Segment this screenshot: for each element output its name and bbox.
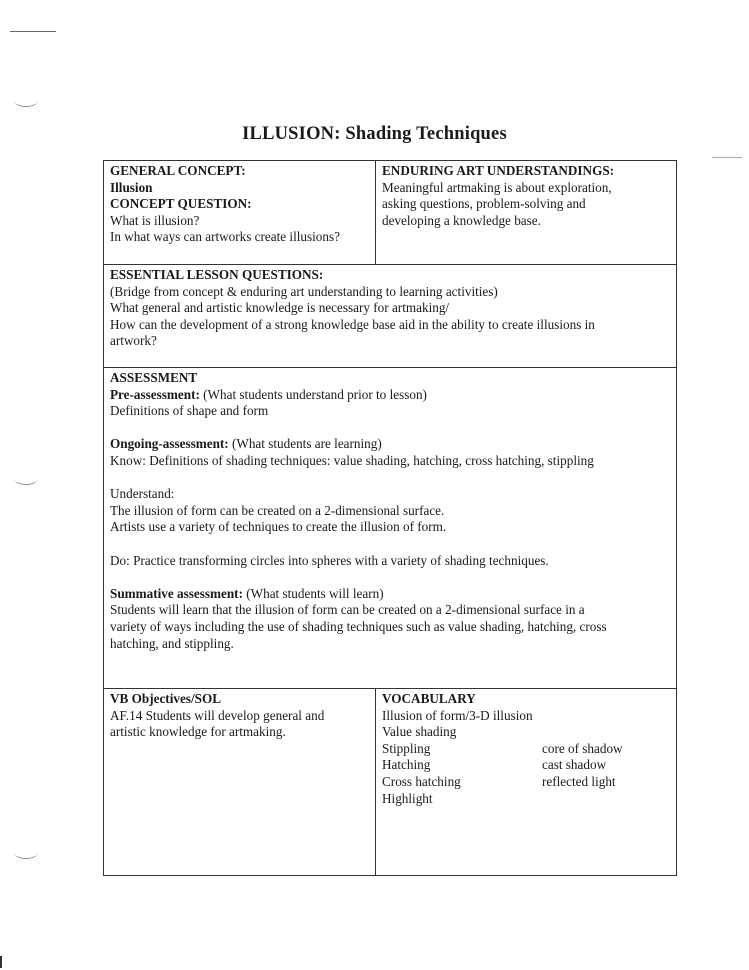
assessment-heading: ASSESSMENT [110, 370, 198, 385]
page-title: ILLUSION: Shading Techniques [242, 124, 507, 144]
enduring-line: Meaningful artmaking is about exploration, [382, 179, 612, 195]
ongoing-assessment-label: Ongoing-assessment: [110, 436, 229, 452]
concept-question: What is illusion? [110, 212, 200, 228]
essential-line: (Bridge from concept & enduring art understanding to learning activities) [110, 283, 498, 299]
understand-line: Artists use a variety of techniques to create the illusion of form. [110, 519, 447, 535]
binder-hole-mark [14, 472, 38, 485]
concept-name: Illusion [110, 179, 153, 195]
essential-questions-cell [104, 265, 677, 368]
scan-edge-mark [0, 956, 2, 968]
vocab-term: Illusion of form/3-D illusion [382, 707, 533, 723]
enduring-heading: ENDURING ART UNDERSTANDINGS: [382, 163, 615, 178]
vocabulary-heading: VOCABULARY [382, 691, 476, 706]
concept-question-heading: CONCEPT QUESTION: [110, 196, 252, 212]
concept-question: In what ways can artworks create illusions? [110, 229, 340, 245]
general-concept-cell [104, 161, 376, 265]
essential-row [104, 265, 677, 368]
essential-heading: ESSENTIAL LESSON QUESTIONS: [110, 267, 324, 282]
objectives-vocab-row [104, 689, 677, 876]
summative-assessment-line [110, 586, 671, 603]
pre-assessment-line [110, 387, 671, 404]
pre-assessment-note: (What students understand prior to lesson) [199, 386, 427, 402]
summative-line: hatching, and stippling. [110, 635, 234, 651]
spacer [110, 420, 671, 437]
binder-hole-mark [14, 94, 38, 107]
vocabulary-cell [376, 689, 677, 876]
enduring-line: developing a knowledge base. [382, 212, 541, 228]
vocab-term: cast shadow [542, 757, 607, 773]
spacer [542, 724, 623, 741]
scan-dash-mark [712, 157, 742, 158]
lesson-plan-table [103, 160, 677, 876]
vocab-column [542, 724, 623, 807]
know-text: Know: Definitions of shading techniques: value shading, hatching, cross hatching, stippling [110, 452, 594, 468]
pre-assessment-text: Definitions of shape and form [110, 403, 269, 419]
vocab-term: reflected light [542, 773, 616, 789]
scan-line-mark [10, 31, 56, 32]
enduring-line: asking questions, problem-solving and [382, 196, 586, 212]
objective-line: AF.14 Students will develop general and [110, 707, 325, 723]
vocab-term: Value shading [382, 724, 457, 740]
summative-line: Students will learn that the illusion of form can be created on a 2-dimensional surface in a [110, 602, 585, 618]
summative-line: variety of ways including the use of shading techniques such as value shading, hatching, cross [110, 618, 607, 634]
spacer [110, 569, 671, 586]
do-text: Do: Practice transforming circles into spheres with a variety of shading techniques. [110, 552, 549, 568]
vocab-term: Highlight [382, 790, 433, 806]
pre-assessment-label: Pre-assessment: [110, 386, 200, 402]
summative-assessment-label: Summative assessment: [110, 585, 243, 601]
understand-heading: Understand: [110, 486, 175, 502]
vocab-term: core of shadow [542, 740, 623, 756]
assessment-row [104, 368, 677, 689]
vocab-term: Stippling [382, 740, 431, 756]
enduring-understandings-cell [376, 161, 677, 265]
vocab-grid [382, 724, 671, 807]
objectives-cell [104, 689, 376, 876]
vocab-column [382, 724, 542, 807]
vocab-term: Cross hatching [382, 773, 461, 789]
understand-line: The illusion of form can be created on a 2-dimensional surface. [110, 502, 445, 518]
binder-hole-mark [14, 846, 38, 859]
summative-assessment-note: (What students will learn) [242, 585, 384, 601]
objective-line: artistic knowledge for artmaking. [110, 724, 286, 740]
concept-row [104, 161, 677, 265]
ongoing-assessment-note: (What students are learning) [228, 436, 382, 452]
objectives-heading: VB Objectives/SOL [110, 691, 221, 706]
vocab-term: Hatching [382, 757, 431, 773]
spacer [110, 470, 671, 487]
essential-line: What general and artistic knowledge is necessary for artmaking/ [110, 300, 450, 316]
spacer [110, 536, 671, 553]
assessment-cell [104, 368, 677, 689]
essential-line: artwork? [110, 333, 157, 349]
general-concept-heading: GENERAL CONCEPT: [110, 163, 246, 178]
essential-line: How can the development of a strong knowledge base aid in the ability to create illusions in [110, 316, 595, 332]
ongoing-assessment-line [110, 436, 671, 453]
